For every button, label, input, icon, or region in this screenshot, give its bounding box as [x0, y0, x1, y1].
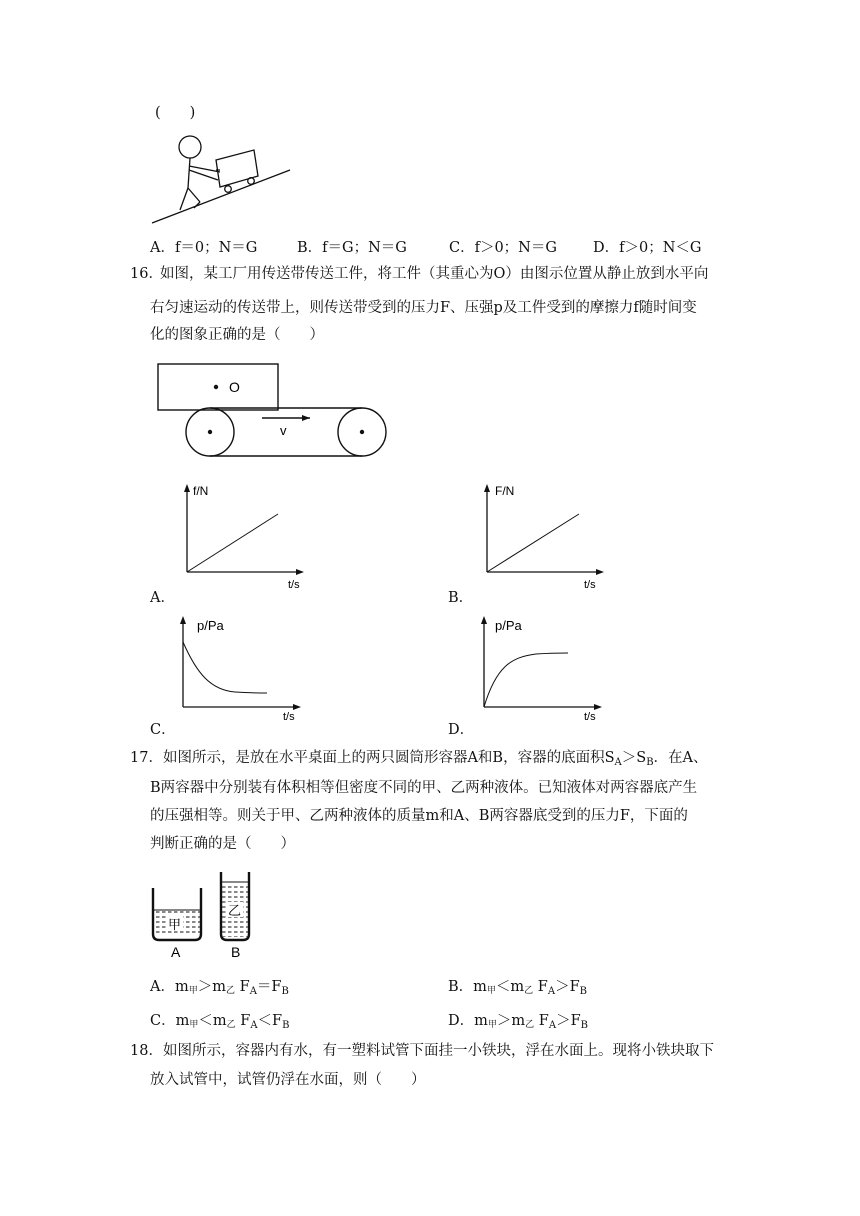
graph-b-xlabel: t/s	[584, 579, 596, 591]
q17-line-4: 判断正确的是（ ）	[150, 836, 295, 852]
q16-number: 16．	[130, 266, 163, 282]
q17-option-b: B．m甲＜m乙 $F_A>F_B$	[448, 979, 588, 997]
q17-option-d: D．m甲＞m乙 $F_A>F_B$	[448, 1013, 588, 1031]
q16-center-label: O	[229, 379, 240, 395]
container-b-label: B	[231, 944, 241, 960]
q16-line-3: 化的图象正确的是（ ）	[150, 327, 324, 343]
graph-b-ylabel: F/N	[495, 484, 515, 498]
graph-c-xlabel: t/s	[283, 711, 295, 723]
graph-a-ylabel: f/N	[193, 484, 209, 498]
q16-line-1: 如图，某工厂用传送带传送工件，将工件（其重心为O）由图示位置从静止放到水平向	[160, 266, 709, 282]
q18-line-2: 放入试管中，试管仍浮在水面，则（ ）	[150, 1072, 426, 1088]
q17-line-2: B两容器中分别装有体积相等但密度不同的甲、乙两种液体。已知液体对两容器底产生	[150, 780, 698, 796]
q15-option-c: C．f＞0；N＝G	[449, 240, 557, 256]
q17-line-3: 的压强相等。则关于甲、乙两种液体的质量m和A、B两容器底受到的压力F，下面的	[150, 808, 688, 824]
q17-containers-figure	[150, 870, 260, 962]
q17-option-a: A．m甲＞m乙 $F_A=F_B$	[150, 979, 289, 997]
q16-velocity-label: v	[280, 423, 287, 438]
q16-graph-d	[476, 612, 616, 724]
graph-c-ylabel: p/Pa	[197, 618, 224, 633]
q16-graph-a	[178, 480, 318, 590]
q16-conveyor-diagram	[150, 360, 390, 465]
container-a-label: A	[171, 944, 181, 960]
q15-option-a: A．f＝0；N＝G	[150, 240, 258, 256]
q16-option-d-label: D．	[448, 722, 475, 738]
q16-graph-c	[175, 612, 315, 724]
q16-option-b-label: B．	[448, 590, 474, 606]
q15-answer-bracket: ( )	[155, 105, 196, 121]
graph-d-ylabel: p/Pa	[495, 618, 522, 633]
q16-option-a-label: A．	[150, 590, 175, 606]
q17-option-c: C．m甲＜m乙 $F_A<F_B$	[150, 1013, 290, 1031]
graph-a-xlabel: t/s	[288, 579, 300, 591]
q16-graph-b	[478, 480, 618, 590]
q16-line-2: 右匀速运动的传送带上，则传送带受到的压力F、压强p及工件受到的摩擦力f随时间变	[150, 300, 697, 316]
liquid-b-label: 乙	[228, 903, 242, 918]
q18-line-1: 18．如图所示，容器内有水，有一塑料试管下面挂一小铁块，浮在水面上。现将小铁块取下	[130, 1043, 714, 1059]
q16-option-c-label: C．	[150, 722, 176, 738]
q15-option-d: D．f＞0；N＜G	[593, 240, 702, 256]
liquid-a-label: 甲	[168, 917, 182, 932]
q17-line-1: 17．如图所示，是放在水平桌面上的两只圆筒形容器A和B，容器的底面积$S_A>S_B$．在A、	[130, 750, 708, 768]
q15-option-b: B．f＝G；N＝G	[297, 240, 407, 256]
graph-d-xlabel: t/s	[584, 711, 596, 723]
q15-figure	[150, 130, 295, 225]
